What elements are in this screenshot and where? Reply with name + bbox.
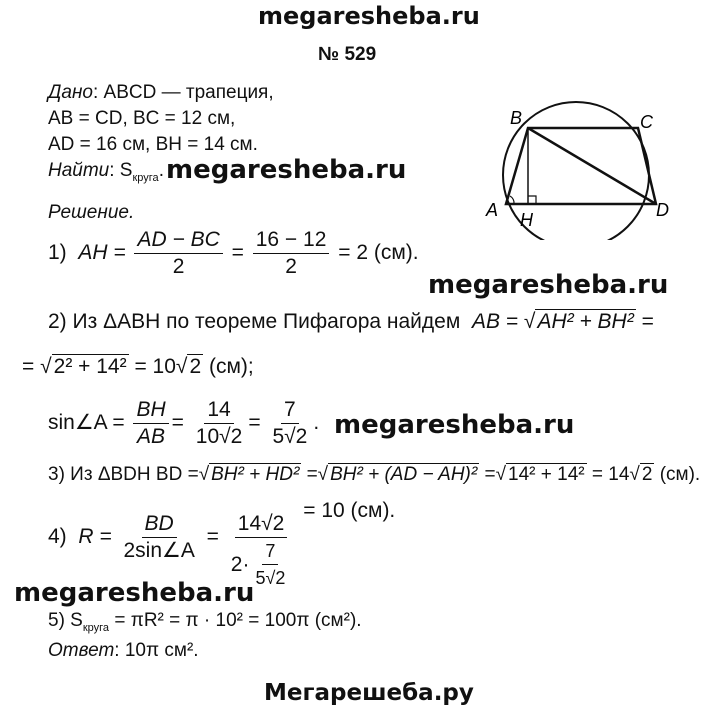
step-4-inner-num: 7: [262, 539, 278, 565]
step-2-eq: =: [641, 310, 654, 333]
given-line-2: AB = CD, BC = 12 см,: [48, 108, 236, 129]
watermark-4: megaresheba.ru: [14, 578, 255, 608]
solution-label: Решение.: [48, 202, 135, 223]
step-2b-radical: 2² + 14²: [53, 355, 127, 378]
sin-den-2: 10√2: [195, 425, 243, 448]
sin-end: .: [313, 411, 320, 435]
sin-line: sin∠A = $\frac{BH}{AB}$ = $\frac{14}{10√2}$ = $\frac{7}{5√2}$ .: [48, 398, 320, 448]
given-label: Дано: [48, 82, 93, 103]
sin-den-3: 5√2: [272, 425, 308, 448]
step-1-result: = 2 (см).: [338, 241, 419, 265]
step-4-frac-2: [228, 512, 295, 590]
step-3-rad-4: 2: [641, 464, 653, 485]
answer-text: : 10π см².: [114, 640, 199, 661]
step-4-result: = 10 (см).: [303, 499, 396, 523]
find-line: [48, 160, 164, 184]
step-2b-end: (см);: [208, 355, 254, 378]
step-1-eq: =: [231, 241, 244, 265]
step-4-lead: 4): [48, 525, 67, 549]
step-4: [48, 499, 396, 590]
step-4-inner-den: 5√2: [255, 568, 286, 588]
step-1-frac-2: [253, 228, 330, 279]
step-1-den-2: 2: [285, 255, 297, 278]
sin-frac-2: [193, 398, 246, 449]
step-4-num-2: 14√2: [235, 512, 288, 538]
step-4-den-2-lead: 2·: [230, 552, 250, 576]
step-1-num-1: AD − BC: [134, 228, 222, 254]
step-2b-eq: =: [22, 355, 35, 378]
step-3-end: (см).: [659, 464, 701, 485]
problem-number: № 529: [318, 44, 377, 65]
footer-site: Мегарешеба.ру: [264, 680, 474, 706]
step-2b-radical-2: 2: [189, 355, 202, 378]
step-5-sub: круга: [82, 621, 110, 634]
label-d: D: [656, 200, 669, 220]
step-5: [48, 610, 362, 634]
label-h: H: [520, 210, 533, 230]
step-4-den-2: [228, 538, 295, 590]
step-2-radical: AH² + BH²: [537, 310, 634, 333]
step-4-frac-1: [120, 512, 197, 563]
label-a: A: [486, 200, 499, 220]
step-1: [48, 228, 419, 279]
watermark-3: megaresheba.ru: [334, 410, 575, 440]
step-1-lhs: AH =: [78, 241, 126, 265]
site-header: megaresheba.ru: [258, 2, 480, 30]
step-2b-mid: = 10: [134, 355, 176, 378]
step-3-eq-2: =: [484, 464, 496, 485]
step-5-lead: 5) S: [48, 610, 83, 631]
sin-frac-3: [269, 398, 310, 449]
step-3-res: = 14: [591, 464, 630, 485]
step-4-den-1: 2sin∠A: [123, 539, 195, 562]
find-label: Найти: [48, 160, 110, 181]
answer-label: Ответ: [48, 640, 115, 661]
watermark-1: megaresheba.ru: [166, 155, 407, 185]
given-line-3: AD = 16 см, BH = 14 см.: [48, 134, 258, 155]
step-4-inner-frac: [252, 539, 288, 590]
sin-frac-1: [133, 398, 168, 449]
sin-num-1: BH: [133, 398, 168, 424]
step-1-den-1: 2: [172, 255, 185, 278]
step-2b: = √2² + 14² = 10√2 (см);: [22, 355, 254, 378]
sin-num-3: 7: [281, 398, 299, 424]
step-3-rad-1: BH² + HD²: [211, 464, 300, 485]
label-b: B: [510, 108, 523, 128]
trapezoid-figure: [480, 100, 680, 240]
step-1-num-2: 16 − 12: [253, 228, 330, 254]
step-4-lhs: R =: [78, 525, 112, 549]
step-3-eq-1: =: [306, 464, 318, 485]
given-line-1: [48, 82, 274, 104]
step-3: 3) Из ΔBDH BD =√ BH² + HD² =√ BH² + (AD − AH)² =√ 14² + 14² = 14√ 2 (см).: [48, 464, 701, 485]
find-end: .: [158, 160, 164, 181]
step-4-num-1: BD: [142, 512, 177, 538]
step-1-frac-1: [134, 228, 222, 279]
sin-lhs: sin∠A =: [48, 411, 125, 435]
sin-den-1: AB: [137, 425, 166, 448]
sin-num-2: 14: [204, 398, 233, 424]
step-1-lead: 1): [48, 241, 67, 265]
step-5-rest: = πR² = π · 10² = 100π (см²).: [114, 610, 362, 631]
step-2-ab: AB =: [471, 310, 519, 333]
find-s: : S: [109, 160, 133, 181]
step-3-rad-2: BH² + (AD − AH)²: [330, 464, 478, 485]
step-3-lead: 3) Из ΔBDH BD =: [48, 464, 199, 485]
step-2: 2) Из ΔABH по теореме Пифагора найдем AB = √AH² + BH² =: [48, 310, 654, 333]
label-c: C: [640, 112, 653, 132]
given-text: : ABCD — трапеция,: [92, 82, 274, 103]
step-4-eq: =: [206, 525, 219, 549]
step-2-text: 2) Из ΔABH по теореме Пифагора найдем: [48, 310, 461, 333]
diagonal-bd: [528, 128, 656, 204]
find-sub: круга: [132, 171, 159, 184]
answer-line: [48, 640, 199, 662]
step-3-rad-3: 14² + 14²: [508, 464, 585, 485]
watermark-2: megaresheba.ru: [428, 270, 669, 300]
